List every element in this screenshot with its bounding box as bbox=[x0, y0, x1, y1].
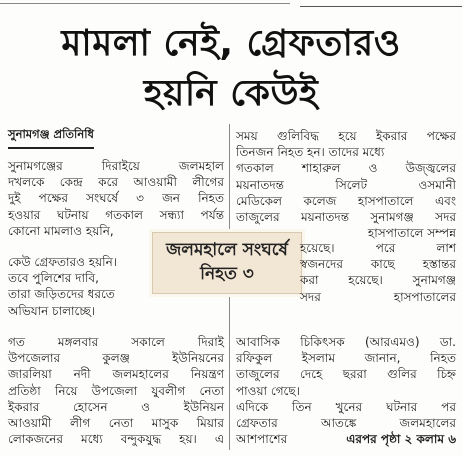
text-line: লোকজনের মধ্যে বন্দুকযুদ্ধ হয়। এ bbox=[8, 432, 224, 447]
text-line: উপজেলার কুলঞ্জ ইউনিয়নের bbox=[8, 351, 224, 366]
top-rule-left bbox=[0, 0, 290, 4]
text-line: পাওয়া গেছে। bbox=[236, 383, 300, 398]
text-line: সদর হাসপাতালের bbox=[300, 289, 456, 304]
text-line: করা হয়েছে। সুনামগঞ্জ bbox=[300, 273, 456, 288]
text-line: হয়েছে। পরে লাশ bbox=[300, 241, 456, 255]
text-line: ময়নাতদন্ত সিলেট ওসমানী bbox=[236, 177, 456, 192]
text-line: আওয়ামী লীগ নেতা মাসুক মিয়ার bbox=[8, 416, 224, 431]
text-line: তারা জড়িতদের ধরতে bbox=[8, 287, 115, 302]
text-line: গত মঙ্গলবার সকালে দিরাই bbox=[8, 335, 224, 349]
right-column-para-1 bbox=[236, 128, 456, 241]
text-line: হাসপাতালে সম্পন্ন bbox=[367, 226, 456, 241]
right-column-para-3 bbox=[236, 334, 456, 447]
left-column-para-1 bbox=[8, 158, 224, 239]
text-line: মেডিকেল কলেজ হাসপাতালে এবং bbox=[236, 193, 456, 208]
text-line: তাজুলের ময়নাতদন্ত সুনামগঞ্জ সদর bbox=[236, 210, 456, 225]
text-line: জারলিয়া নদী জলমহালের নিয়ন্ত্রণ bbox=[8, 367, 224, 382]
text-line bbox=[236, 431, 456, 447]
text-line: তবে পুলিশের দাবি, bbox=[8, 271, 99, 286]
headline-line-2: হয়নি কেউই bbox=[143, 73, 319, 114]
top-rule-right bbox=[300, 0, 462, 7]
left-column-para-3 bbox=[8, 334, 224, 447]
text-line: স্বজনদের কাছে হস্তান্তর bbox=[300, 257, 456, 272]
text-line: দখলকে কেন্দ্র করে আওয়ামী লীগের bbox=[8, 175, 224, 190]
text-line: তাজুলের দেহে ছররা গুলির চিহ্ন bbox=[236, 367, 456, 382]
text-line: এদিকে তিন খুনের ঘটনার পর bbox=[236, 399, 456, 414]
pull-quote-line-1: জলমহালে সংঘর্ষে bbox=[166, 240, 288, 260]
text-line: সুনামগঞ্জের দিরাইয়ে জলমহাল bbox=[8, 159, 224, 173]
text-line: কোনো মামলাও হয়নি, bbox=[8, 223, 114, 238]
jump-reference: এরপর পৃষ্ঠা ২ কলাম ৬ bbox=[346, 432, 456, 447]
left-column-para-2 bbox=[8, 254, 154, 319]
text-line: রফিকুল ইসলাম জানান, নিহত bbox=[236, 351, 456, 366]
text-line: তিনজন নিহত হন। তাদের মধ্যে bbox=[236, 145, 385, 160]
text-line: আবাসিক চিকিৎসক (আরএমও) ডা. bbox=[236, 335, 456, 349]
text-line: হওয়ার ঘটনায় গতকাল সন্ধ্যা পর্যন্ত bbox=[8, 207, 224, 222]
text-line: সময় গুলিবিদ্ধ হয়ে ইকরার পক্ষের bbox=[236, 129, 456, 143]
text-line-end: আশপাশের bbox=[236, 432, 288, 447]
text-line: গতকাল শাহারুল ও উজ্জ্বলের bbox=[236, 161, 456, 176]
text-line: গ্রেফতার আতঙ্কে জলমহালের bbox=[236, 416, 456, 431]
text-line: অভিযান চালাচ্ছে। bbox=[8, 303, 95, 318]
pull-quote-line-2: নিহত ৩ bbox=[200, 264, 254, 284]
text-line: দুই পক্ষের সংঘর্ষে ৩ জন নিহত bbox=[8, 191, 224, 206]
text-line: প্রতিষ্ঠা নিয়ে উপজেলা যুবলীগ নেতা bbox=[8, 383, 224, 398]
headline-line-1: মামলা নেই, গ্রেফতারও bbox=[61, 23, 401, 64]
byline: সুনামগঞ্জ প্রতিনিধি bbox=[8, 126, 94, 149]
text-line: কেউ গ্রেফতারও হয়নি। bbox=[8, 255, 118, 269]
right-column-para-2 bbox=[300, 240, 456, 305]
text-line: ইকরার হোসেন ও ইউনিয়ন bbox=[8, 399, 224, 414]
